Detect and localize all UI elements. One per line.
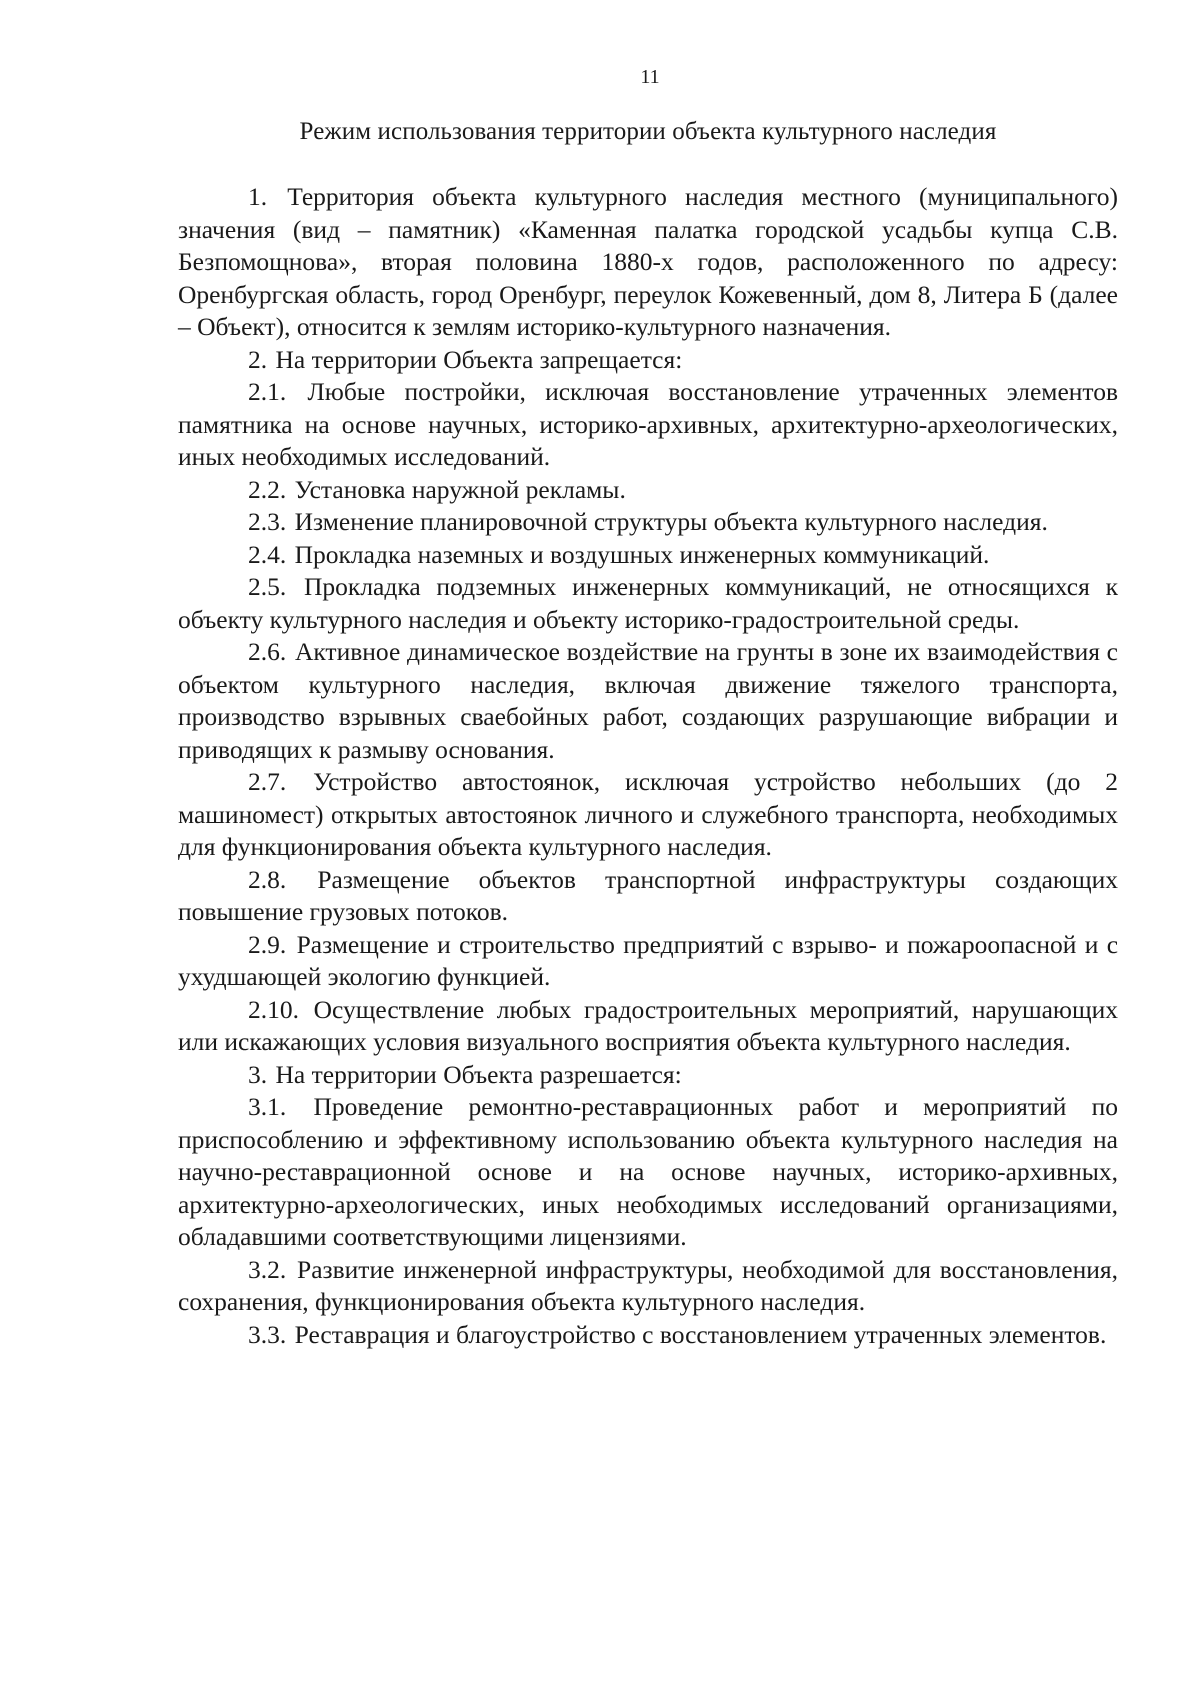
paragraph-2-10 bbox=[178, 994, 1118, 1059]
paragraph-text: Территория объекта культурного наследия местного (муниципального) значения (вид – памятник) «Каменная палатка городской усадьбы купца С.В. Безпомощнова», вторая половина 1880-х годов, расположенного по адресу: Оренбургская область, город Оренбург, переулок Кожевенный, дом 8, Литера Б (далее – Объект), относится к землям историко-культурного назначения. bbox=[178, 182, 1118, 341]
paragraph-2-9 bbox=[178, 929, 1118, 994]
paragraph-text: Любые постройки, исключая восстановление утраченных элементов памятника на основе научных, историко-архивных, архитектурно-археологических, иных необходимых исследований. bbox=[178, 377, 1119, 471]
paragraph-text: На территории Объекта разрешается: bbox=[275, 1059, 682, 1089]
paragraph-text: На территории Объекта запрещается: bbox=[275, 344, 683, 374]
paragraph-number: 2.4. bbox=[248, 539, 287, 569]
paragraph-text: Устройство автостоянок, исключая устройство небольших (до 2 машиномест) открытых автостоянок личного и служебного транспорта, необходимых для функционирования объекта культурного наследия. bbox=[178, 767, 1119, 861]
paragraph-text: Изменение планировочной структуры объекта культурного наследия. bbox=[294, 507, 1048, 536]
paragraph-text: Прокладка наземных и воздушных инженерных коммуникаций. bbox=[294, 539, 990, 569]
paragraph-number: 2.1. bbox=[248, 377, 287, 406]
paragraph-number: 3. bbox=[248, 1059, 268, 1089]
paragraph-text: Установка наружной рекламы. bbox=[294, 474, 626, 504]
paragraph-2-5 bbox=[178, 571, 1118, 636]
paragraph-text: Развитие инженерной инфраструктуры, необходимой для восстановления, сохранения, функционирования объекта культурного наследия. bbox=[178, 1254, 1118, 1316]
paragraph-number: 2.3. bbox=[248, 507, 287, 536]
paragraph-number: 1. bbox=[248, 182, 268, 211]
paragraph-number: 3.3. bbox=[248, 1319, 287, 1349]
document-title: Режим использования территории объекта культурного наследия bbox=[299, 118, 997, 145]
paragraph-text: Размещение объектов транспортной инфраструктуры создающих повышение грузовых потоков. bbox=[178, 864, 1118, 926]
paragraph-3-2 bbox=[178, 1254, 1118, 1319]
paragraph-2-4 bbox=[178, 539, 1118, 572]
paragraph-number: 2.5. bbox=[248, 572, 287, 601]
paragraph-text: Осуществление любых градостроительных мероприятий, нарушающих или искажающих условия визуального восприятия объекта культурного наследия. bbox=[178, 994, 1118, 1056]
paragraph-text: Прокладка подземных инженерных коммуникаций, не относящихся к объекту культурного наследия и объекту историко-градостроительной среды. bbox=[178, 572, 1118, 634]
paragraph-number: 2.2. bbox=[248, 474, 287, 504]
paragraph-3 bbox=[178, 1059, 1118, 1092]
paragraph-number: 2.6. bbox=[248, 637, 287, 666]
paragraph-2 bbox=[178, 344, 1118, 377]
paragraph-2-7 bbox=[178, 766, 1118, 864]
paragraph-text: Реставрация и благоустройство с восстановлением утраченных элементов. bbox=[294, 1319, 1107, 1349]
paragraph-text: Активное динамическое воздействие на грунты в зоне их взаимодействия с объектом культурного наследия, включая движение тяжелого транспорта, производство взрывных сваебойных работ, создающих разрушающие вибрации и приводящих к размыву основания. bbox=[178, 637, 1119, 764]
paragraph-number: 2.9. bbox=[248, 929, 287, 959]
paragraph-1 bbox=[178, 181, 1118, 344]
paragraph-number: 2.7. bbox=[248, 767, 287, 796]
paragraph-number: 2. bbox=[248, 344, 268, 374]
paragraph-3-3 bbox=[178, 1319, 1118, 1352]
paragraph-text: Размещение и строительство предприятий с взрыво- и пожароопасной и с ухудшающей экологию функцией. bbox=[178, 929, 1119, 991]
document-body bbox=[178, 181, 1118, 1351]
paragraph-2-3 bbox=[178, 506, 1118, 539]
paragraph-number: 2.10. bbox=[248, 994, 299, 1024]
paragraph-2-2 bbox=[178, 474, 1118, 507]
paragraph-2-1 bbox=[178, 376, 1118, 474]
paragraph-2-8 bbox=[178, 864, 1118, 929]
paragraph-text: Проведение ремонтно-реставрационных работ и мероприятий по приспособлению и эффективному использованию объекта культурного наследия на научно-реставрационной основе и на основе научных, историко-архивных, архитектурно-археологических, иных необходимых исследований организациями, обладавшими соответствующими лицензиями. bbox=[178, 1092, 1118, 1251]
paragraph-number: 3.1. bbox=[248, 1092, 287, 1121]
paragraph-3-1 bbox=[178, 1091, 1118, 1254]
paragraph-number: 3.2. bbox=[248, 1254, 287, 1284]
page-number: 11 bbox=[640, 66, 660, 88]
paragraph-2-6 bbox=[178, 636, 1118, 766]
paragraph-number: 2.8. bbox=[248, 864, 287, 894]
